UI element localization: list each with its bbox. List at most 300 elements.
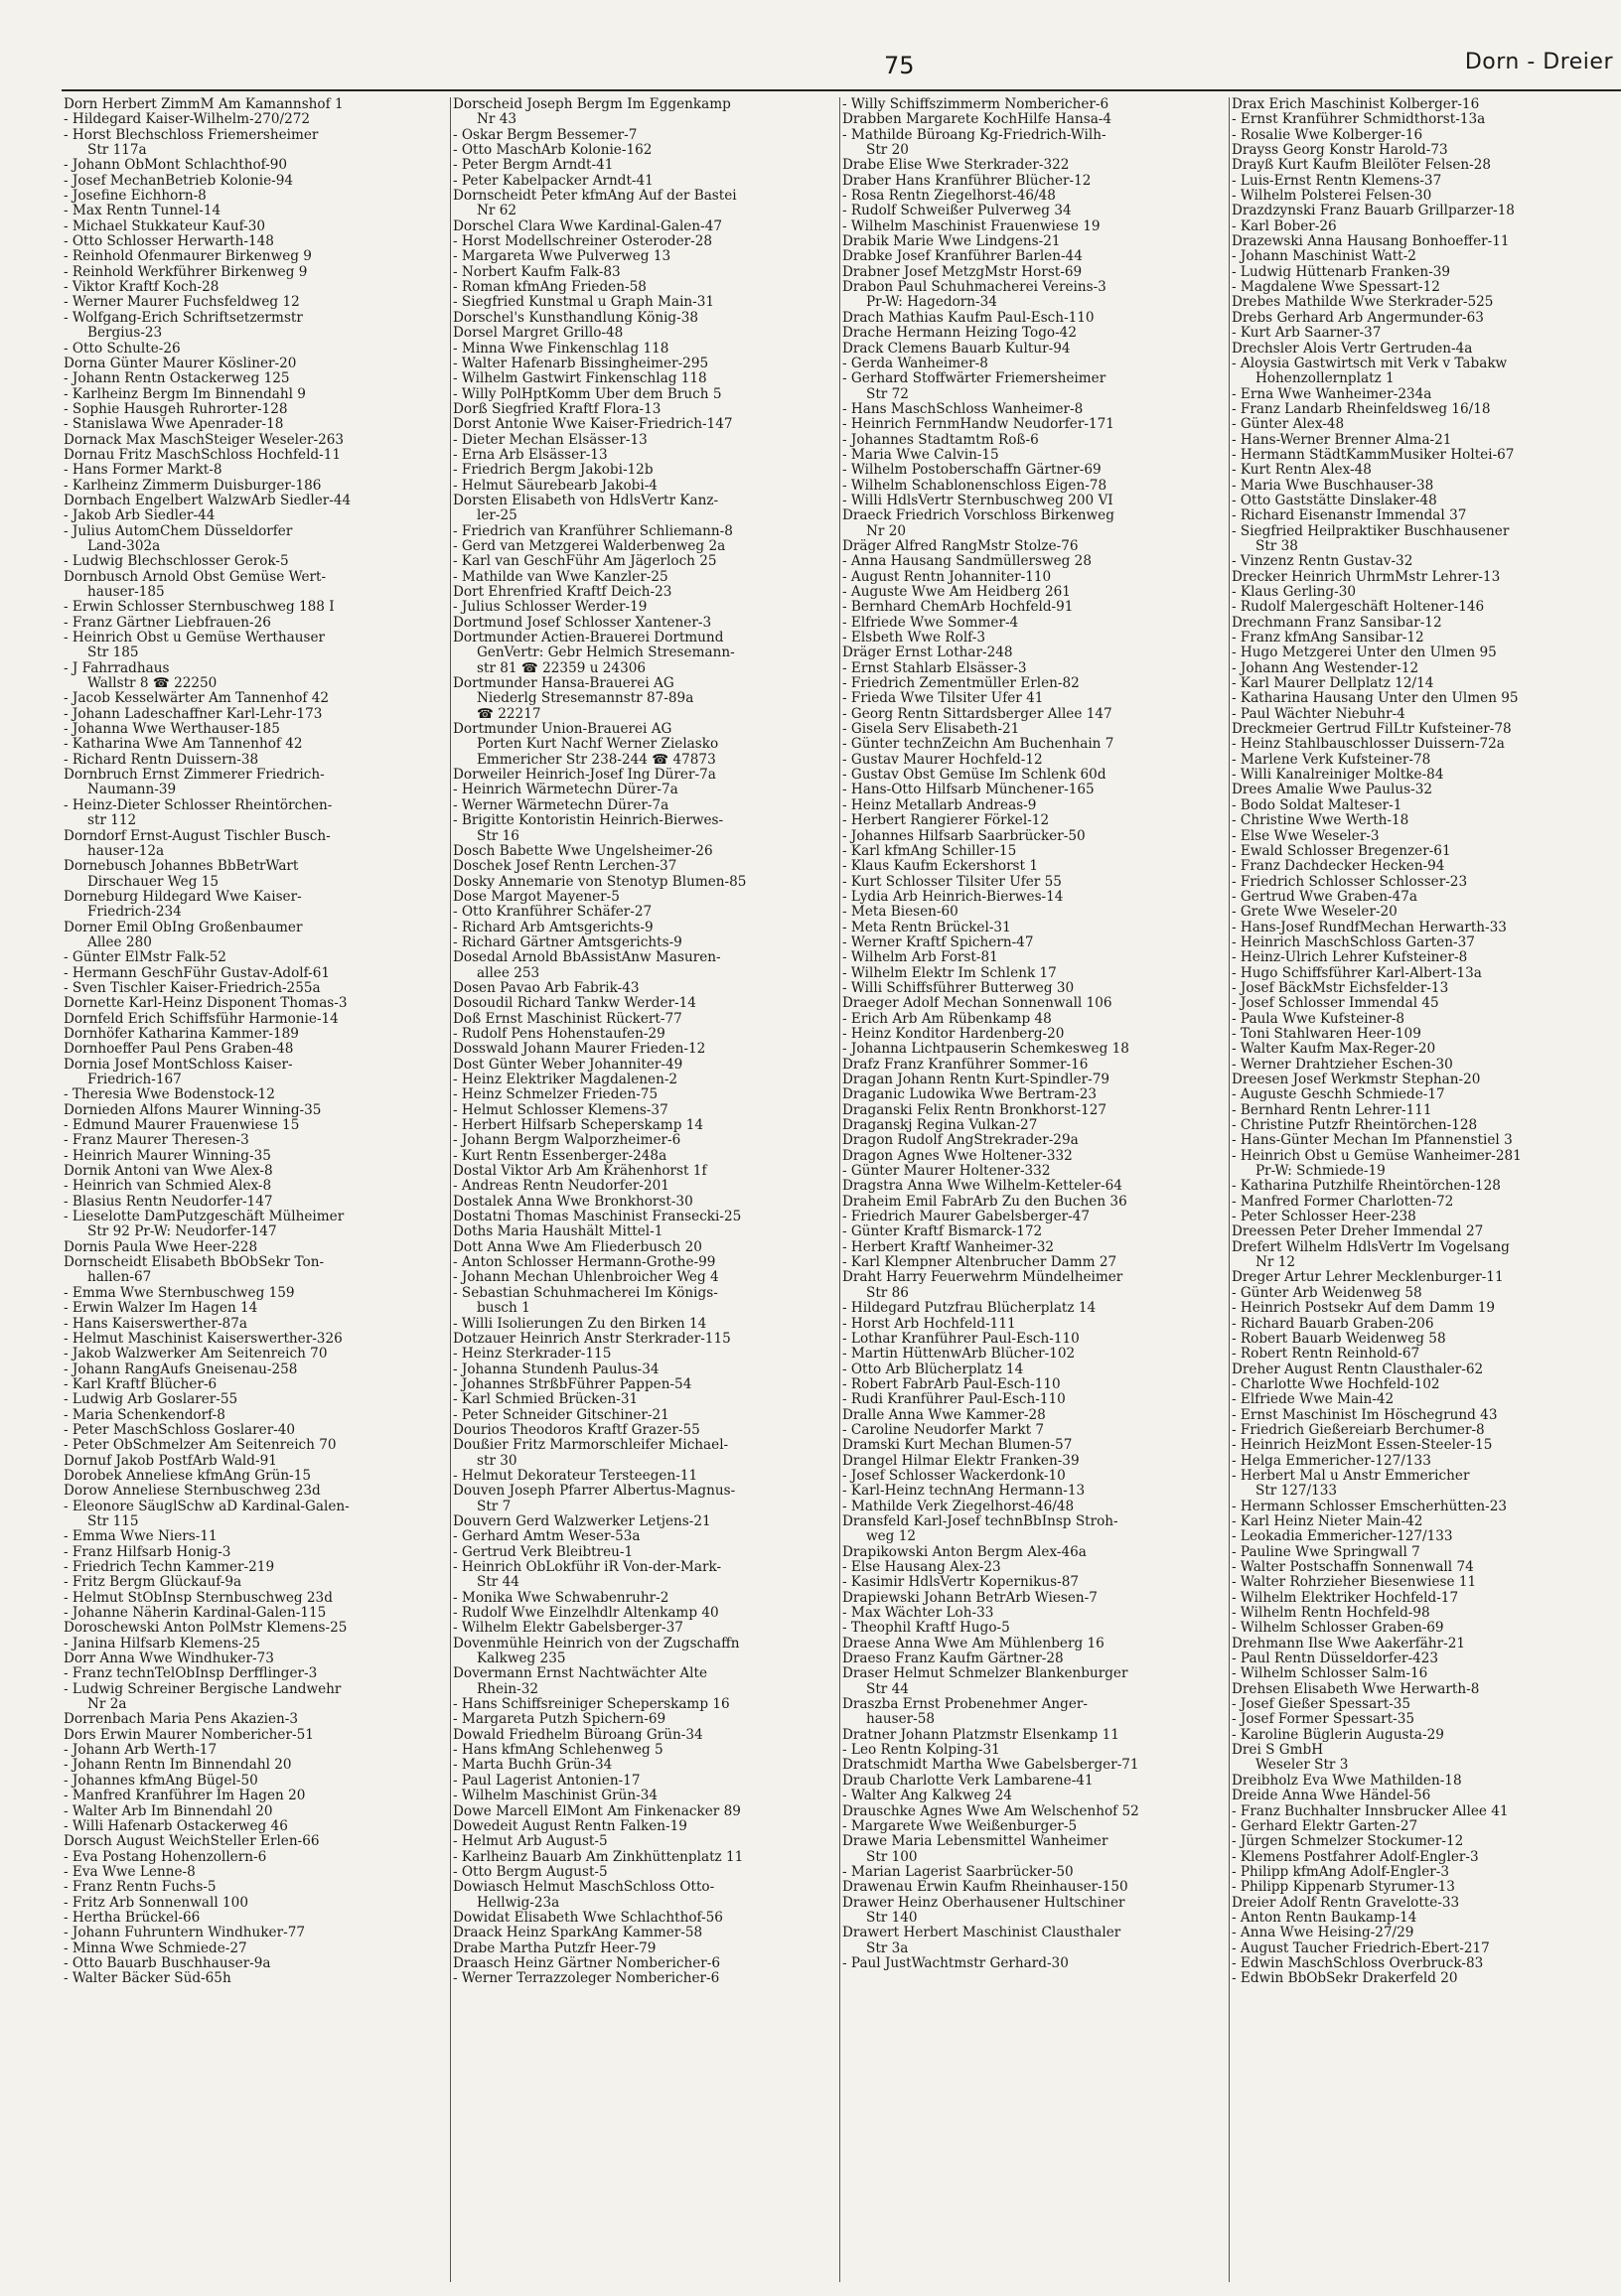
- entry-continuation: Str 117a: [87, 143, 147, 159]
- directory-entry: Dreibholz Eva Wwe Mathilden-18: [1232, 1773, 1462, 1789]
- entry-continuation: Weseler Str 3: [1255, 1758, 1349, 1774]
- sub-entry: - Hugo Schiffsführer Karl-Albert-13a: [1232, 965, 1482, 981]
- directory-entry: Douvern Gerd Walzwerker Letjens-21: [453, 1513, 711, 1529]
- sub-entry: - Wilhelm Schlosser Salm-16: [1232, 1666, 1428, 1682]
- sub-entry: - Otto MaschArb Kolonie-162: [453, 143, 653, 159]
- sub-entry: - Günter Kraftf Bismarck-172: [842, 1224, 1043, 1240]
- directory-entry: Drabke Josef Kranführer Barlen-44: [842, 249, 1083, 265]
- sub-entry: - Wilhelm Polsterei Felsen-30: [1232, 189, 1432, 205]
- sub-entry: - Manfred Kranführer Im Hagen 20: [64, 1789, 306, 1804]
- sub-entry: - Bernhard Rentn Lehrer-111: [1232, 1102, 1432, 1118]
- sub-entry: - Karlheinz Zimmerm Duisburger-186: [64, 478, 322, 494]
- sub-entry: - Fritz Arb Sonnenwall 100: [64, 1895, 248, 1911]
- directory-entry: Dransfeld Karl-Josef technBbInsp Stroh-: [842, 1513, 1118, 1529]
- sub-entry: - Johann Ang Westender-12: [1232, 660, 1419, 676]
- sub-entry: - Margareta Wwe Pulverweg 13: [453, 249, 671, 265]
- sub-entry: - Karoline Büglerin Augusta-29: [1232, 1727, 1444, 1743]
- directory-entry: Draack Heinz SparkAng Kammer-58: [453, 1926, 703, 1941]
- sub-entry: - Anton Schlosser Hermann-Grothe-99: [453, 1255, 716, 1271]
- sub-entry: - Rosa Rentn Ziegelhorst-46/48: [842, 189, 1056, 205]
- sub-entry: - Gertrud Verk Bleibtreu-1: [453, 1544, 634, 1560]
- sub-entry: - Josef Former Spessart-35: [1232, 1712, 1415, 1728]
- directory-entry: Dortmunder Union-Brauerei AG: [453, 722, 672, 738]
- entry-continuation: Str 185: [87, 646, 139, 661]
- sub-entry: - Klaus Kaufm Eckershorst 1: [842, 859, 1038, 875]
- sub-entry: - Willy PolHptKomm Über dem Bruch 5: [453, 386, 722, 402]
- sub-entry: - Walter Arb Im Binnendahl 20: [64, 1803, 273, 1819]
- sub-entry: - Jürgen Schmelzer Stockumer-12: [1232, 1834, 1464, 1850]
- sub-entry: - Michael Stukkateur Kauf-30: [64, 218, 266, 234]
- entry-continuation: Str 115: [87, 1513, 139, 1529]
- sub-entry: - Walter Hafenarb Bissingheimer-295: [453, 356, 709, 371]
- entry-continuation: Nr 43: [477, 112, 517, 128]
- sub-entry: - Blasius Rentn Neudorfer-147: [64, 1194, 273, 1210]
- sub-entry: - Hertha Brückel-66: [64, 1910, 201, 1926]
- sub-entry: - Friedrich Maurer Gabelsberger-47: [842, 1210, 1091, 1225]
- sub-entry: - Maria Wwe Calvin-15: [842, 447, 999, 463]
- directory-entry: Dratner Johann Platzmstr Elsenkamp 11: [842, 1727, 1119, 1743]
- running-head: Dorn - Dreier: [1464, 50, 1613, 74]
- directory-entry: Dreier Adolf Rentn Gravelotte-33: [1232, 1895, 1460, 1911]
- directory-entry: Drabe Martha Putzfr Heer-79: [453, 1940, 657, 1956]
- sub-entry: - Sebastian Schuhmacherei Im Königs-: [453, 1285, 718, 1301]
- column-1: [62, 97, 451, 2282]
- sub-entry: - Josef Gießer Spessart-35: [1232, 1697, 1411, 1713]
- sub-entry: - Reinhold Ofenmaurer Birkenweg 9: [64, 249, 312, 265]
- directory-entry: Dowiasch Helmut MaschSchloss Otto-: [453, 1880, 715, 1896]
- sub-entry: - Maria Wwe Buschhauser-38: [1232, 478, 1434, 494]
- sub-entry: - Erwin Schlosser Sternbuschweg 188 I: [64, 600, 335, 616]
- sub-entry: - Herbert Kraftf Wanheimer-32: [842, 1239, 1055, 1255]
- sub-entry: - Hans MaschSchloss Wanheimer-8: [842, 401, 1084, 417]
- entry-continuation: Str 44: [866, 1681, 909, 1697]
- sub-entry: - Johann Maschinist Watt-2: [1232, 249, 1416, 265]
- sub-entry: - Horst Blechschloss Friemersheimer: [64, 127, 319, 143]
- sub-entry: - Otto Bauarb Buschhauser-9a: [64, 1955, 271, 1971]
- sub-entry: - Bernhard ChemArb Hochfeld-91: [842, 600, 1074, 616]
- sub-entry: - Wilhelm Elektr Gabelsberger-37: [453, 1621, 683, 1637]
- sub-entry: - Erna Wwe Wanheimer-234a: [1232, 386, 1432, 402]
- sub-entry: - Wilhelm Schlosser Graben-69: [1232, 1621, 1444, 1637]
- directory-entry: Drechsler Alois Vertr Gertruden-4a: [1232, 341, 1473, 357]
- sub-entry: - Peter Schlosser Heer-238: [1232, 1210, 1416, 1225]
- sub-entry: - Günter Arb Weidenweg 58: [1232, 1285, 1422, 1301]
- sub-entry: - Anna Wwe Heising-27/29: [1232, 1926, 1414, 1941]
- entry-continuation: Str 140: [866, 1910, 918, 1926]
- sub-entry: - Philipp kfmAng Adolf-Engler-3: [1232, 1864, 1450, 1880]
- directory-entry: Dosky Annemarie von Stenotyp Blumen-85: [453, 874, 747, 890]
- directory-entry: Doroschewski Anton PolMstr Klemens-25: [64, 1621, 348, 1637]
- sub-entry: - Margareta Putzh Spichern-69: [453, 1712, 666, 1728]
- sub-entry: - Sophie Hausgeh Ruhrorter-128: [64, 401, 288, 417]
- sub-entry: - Horst Modellschreiner Osteroder-28: [453, 234, 713, 250]
- sub-entry: - Wilhelm Maschinist Grün-34: [453, 1789, 659, 1804]
- entry-continuation: Porten Kurt Nachf Werner Zielasko: [477, 737, 719, 753]
- sub-entry: - Helmut Arb August-5: [453, 1834, 608, 1850]
- entry-continuation: str 30: [477, 1453, 517, 1469]
- directory-entry: Dourios Theodoros Kraftf Grazer-55: [453, 1422, 700, 1438]
- sub-entry: - Gerd van Metzgerei Walderbenweg 2a: [453, 538, 726, 554]
- sub-entry: - Herbert Hilfsarb Scheperskamp 14: [453, 1118, 704, 1134]
- sub-entry: - Willi Isolierungen Zu den Birken 14: [453, 1316, 707, 1332]
- sub-entry: - Karl-Heinz technAng Hermann-13: [842, 1484, 1086, 1500]
- sub-entry: - Erich Arb Am Rübenkamp 48: [842, 1011, 1052, 1027]
- directory-entry: Drabner Josef MetzgMstr Horst-69: [842, 264, 1083, 280]
- sub-entry: - Kasimir HdlsVertr Kopernikus-87: [842, 1575, 1080, 1591]
- sub-entry: - Mathilde Büroang Kg-Friedrich-Wilh-: [842, 127, 1106, 143]
- page-number: 75: [884, 52, 915, 79]
- sub-entry: - Helmut Maschinist Kaiserswerther-326: [64, 1331, 343, 1347]
- directory-entry: Dowidat Elisabeth Wwe Schlachthof-56: [453, 1910, 723, 1926]
- sub-entry: - Edwin MaschSchloss Overbruck-83: [1232, 1955, 1484, 1971]
- sub-entry: - Heinz Elektriker Magdalenen-2: [453, 1073, 678, 1087]
- sub-entry: - Johannes Stadtamtm Roß-6: [842, 432, 1039, 448]
- entry-continuation: str 112: [87, 813, 137, 829]
- entry-continuation: Kalkweg 235: [477, 1651, 566, 1667]
- sub-entry: - Heinz-Ulrich Lehrer Kufsteiner-8: [1232, 950, 1468, 966]
- entry-continuation: Str 3a: [866, 1940, 909, 1956]
- entry-continuation: Wallstr 8 ☎ 22250: [87, 676, 218, 692]
- sub-entry: - Helmut StObInsp Sternbuschweg 23d: [64, 1590, 333, 1606]
- sub-entry: - Karlheinz Bergm Im Binnendahl 9: [64, 386, 306, 402]
- directory-entry: Dreher August Rentn Clausthaler-62: [1232, 1362, 1484, 1377]
- directory-entry: Drabon Paul Schuhmacherei Vereins-3: [842, 280, 1106, 296]
- sub-entry: - Ludwig Arb Goslarer-55: [64, 1392, 238, 1408]
- sub-entry: - Klemens Postfahrer Adolf-Engler-3: [1232, 1849, 1479, 1865]
- sub-entry: - Heinrich HeizMont Essen-Steeler-15: [1232, 1438, 1493, 1454]
- column-2: [451, 97, 840, 2282]
- directory-entry: Draese Anna Wwe Am Mühlenberg 16: [842, 1636, 1105, 1651]
- directory-entry: Dostalek Anna Wwe Bronkhorst-30: [453, 1194, 693, 1210]
- directory-entry: Dreessen Peter Dreher Immendal 27: [1232, 1224, 1484, 1240]
- directory-entry: Dreesen Josef Werkmstr Stephan-20: [1232, 1073, 1481, 1087]
- sub-entry: - Elfriede Wwe Sommer-4: [842, 615, 1019, 631]
- sub-entry: - Minna Wwe Finkenschlag 118: [453, 341, 669, 357]
- sub-entry: - Minna Wwe Schmiede-27: [64, 1940, 247, 1956]
- sub-entry: - Charlotte Wwe Hochfeld-102: [1232, 1376, 1440, 1392]
- sub-entry: - Jakob Arb Siedler-44: [64, 508, 216, 524]
- entry-continuation: str 81 ☎ 22359 u 24306: [477, 660, 647, 676]
- sub-entry: - Eva Wwe Lenne-8: [64, 1864, 196, 1880]
- directory-entry: Dornik Antoni van Wwe Alex-8: [64, 1164, 273, 1180]
- sub-entry: - Richard Arb Amtsgerichts-9: [453, 920, 654, 935]
- directory-entry: Dost Günter Weber Johanniter-49: [453, 1057, 683, 1073]
- directory-entry: Dorscheid Joseph Bergm Im Eggenkamp: [453, 97, 731, 112]
- directory-entry: Drache Hermann Heizing Togo-42: [842, 326, 1077, 342]
- sub-entry: - Marta Buchh Grün-34: [453, 1758, 613, 1774]
- directory-entry: Drawenau Erwin Kaufm Rheinhauser-150: [842, 1880, 1128, 1896]
- directory-entry: Draber Hans Kranführer Blücher-12: [842, 173, 1092, 189]
- entry-continuation: Hohenzollernplatz 1: [1255, 371, 1395, 387]
- directory-entry: Dralle Anna Wwe Kammer-28: [842, 1407, 1046, 1423]
- sub-entry: - Franz Gärtner Liebfrauen-26: [64, 615, 271, 631]
- directory-entry: Dornia Josef MontSchloss Kaiser-: [64, 1057, 293, 1073]
- sub-entry: - Frieda Wwe Tilsiter Ufer 41: [842, 691, 1044, 707]
- sub-entry: - Hans-Josef RundfMechan Herwarth-33: [1232, 920, 1507, 935]
- sub-entry: - Marlene Verk Kufsteiner-78: [1232, 752, 1431, 768]
- directory-entry: Drangel Hilmar Elektr Franken-39: [842, 1453, 1080, 1469]
- sub-entry: - Johann Arb Werth-17: [64, 1743, 218, 1759]
- sub-entry: - Franz technTelObInsp Derfflinger-3: [64, 1666, 318, 1682]
- sub-entry: - Richard Eisenanstr Immendal 37: [1232, 508, 1467, 524]
- sub-entry: - Otto Arb Blücherplatz 14: [842, 1362, 1024, 1377]
- sub-entry: - Leokadia Emmericher-127/133: [1232, 1529, 1453, 1545]
- directory-entry: Drawer Heinz Oberhausener Hultschiner: [842, 1895, 1125, 1911]
- sub-entry: - Hans-Günter Mechan Im Pfannenstiel 3: [1232, 1133, 1513, 1149]
- sub-entry: - Vinzenz Rentn Gustav-32: [1232, 554, 1413, 570]
- sub-entry: - Johann Ladeschaffner Karl-Lehr-173: [64, 706, 323, 722]
- directory-entry: Dornack Max MaschSteiger Weseler-263: [64, 432, 345, 448]
- sub-entry: - Heinrich Obst u Gemüse Wanheimer-281: [1232, 1148, 1522, 1164]
- sub-entry: - Oskar Bergm Bessemer-7: [453, 127, 638, 143]
- sub-entry: - Johann Bergm Walporzheimer-6: [453, 1133, 681, 1149]
- sub-entry: - Heinz Stahlbauschlosser Duissern-72a: [1232, 737, 1505, 753]
- sub-entry: - Josef MechanBetrieb Kolonie-94: [64, 173, 294, 189]
- directory-entry: Drebs Gerhard Arb Angermunder-63: [1232, 310, 1484, 326]
- sub-entry: - Meta Biesen-60: [842, 905, 958, 921]
- sub-entry: - Herbert Rangierer Förkel-12: [842, 813, 1050, 829]
- sub-entry: - Franz Rentn Fuchs-5: [64, 1880, 217, 1896]
- sub-entry: - Herbert Mal u Anstr Emmericher: [1232, 1468, 1470, 1484]
- directory-entry: Drehsen Elisabeth Wwe Herwarth-8: [1232, 1681, 1480, 1697]
- directory-entry: Drefert Wilhelm HdlsVertr Im Vogelsang: [1232, 1239, 1510, 1255]
- sub-entry: - Heinrich FernmHandw Neudorfer-171: [842, 417, 1114, 433]
- directory-entry: Dornscheidt Peter kfmAng Auf der Bastei: [453, 189, 737, 205]
- entry-continuation: Nr 12: [1255, 1255, 1296, 1271]
- entry-continuation: Str 127/133: [1255, 1484, 1338, 1500]
- sub-entry: - Wilhelm Maschinist Frauenwiese 19: [842, 218, 1101, 234]
- sub-entry: - Ernst Maschinist Im Höschegrund 43: [1232, 1407, 1498, 1423]
- directory-entry: Dors Erwin Maurer Nombericher-51: [64, 1727, 314, 1743]
- sub-entry: - Brigitte Kontoristin Heinrich-Bierwes-: [453, 813, 724, 829]
- directory-entry: Draeger Adolf Mechan Sonnenwall 106: [842, 996, 1112, 1012]
- sub-entry: - Werner Drahtzieher Eschen-30: [1232, 1057, 1453, 1073]
- directory-entry: Dornette Karl-Heinz Disponent Thomas-3: [64, 996, 348, 1012]
- sub-entry: - Siegfried Heilpraktiker Buschhausener: [1232, 523, 1510, 539]
- entry-continuation: Friedrich-234: [87, 905, 182, 921]
- sub-entry: - Karl kfmAng Schiller-15: [842, 843, 1017, 859]
- sub-entry: - Else Wwe Weseler-3: [1232, 828, 1380, 844]
- sub-entry: - Wilhelm Schablonenschloss Eigen-78: [842, 478, 1107, 494]
- entry-continuation: Str 20: [866, 143, 909, 159]
- directory-entry: Drach Mathias Kaufm Paul-Esch-110: [842, 310, 1095, 326]
- directory-entry: Dotzauer Heinrich Anstr Sterkrader-115: [453, 1331, 731, 1347]
- directory-entry: Drebes Mathilde Wwe Sterkrader-525: [1232, 295, 1494, 311]
- sub-entry: - Christine Wwe Werth-18: [1232, 813, 1409, 829]
- sub-entry: - Max Rentn Tunnel-14: [64, 204, 221, 219]
- directory-entry: Drazewski Anna Hausang Bonhoeffer-11: [1232, 234, 1510, 250]
- sub-entry: - Johann Rentn Ostackerweg 125: [64, 371, 290, 387]
- sub-entry: - Helmut Schlosser Klemens-37: [453, 1102, 668, 1118]
- directory-entry: Drax Erich Maschinist Kolberger-16: [1232, 97, 1480, 112]
- sub-entry: - Karl Bober-26: [1232, 218, 1337, 234]
- sub-entry: - Magdalene Wwe Spessart-12: [1232, 280, 1440, 296]
- sub-entry: - Emma Wwe Sternbuschweg 159: [64, 1285, 295, 1301]
- directory-entry: Drehmann Ilse Wwe Aakerfähr-21: [1232, 1636, 1466, 1651]
- sub-entry: - Julius AutomChem Düsseldorfer: [64, 523, 293, 539]
- sub-entry: - Johannes kfmAng Bügel-50: [64, 1773, 258, 1789]
- entry-continuation: allee 253: [477, 965, 540, 981]
- sub-entry: - Janina Hilfsarb Klemens-25: [64, 1636, 261, 1651]
- directory-entry: Draganski Felix Rentn Bronkhorst-127: [842, 1102, 1107, 1118]
- sub-entry: - Ewald Schlosser Bregenzer-61: [1232, 843, 1451, 859]
- sub-entry: - Lothar Kranführer Paul-Esch-110: [842, 1331, 1080, 1347]
- directory-entry: Draganic Ludowika Wwe Bertram-23: [842, 1087, 1098, 1103]
- sub-entry: - Gerhard Amtm Weser-53a: [453, 1529, 641, 1545]
- directory-entry: Dragon Agnes Wwe Holtener-332: [842, 1148, 1073, 1164]
- sub-entry: - Katharina Putzhilfe Rheintörchen-128: [1232, 1179, 1501, 1195]
- directory-entry: Dosen Pavao Arb Fabrik-43: [453, 980, 640, 996]
- column-4: [1230, 97, 1619, 2282]
- directory-entry: Dorow Anneliese Sternbuschweg 23d: [64, 1484, 321, 1500]
- directory-entry: Drecker Heinrich UhrmMstr Lehrer-13: [1232, 569, 1501, 585]
- directory-entry: Drabe Elise Wwe Sterkrader-322: [842, 158, 1070, 174]
- sub-entry: - Otto Schlosser Herwarth-148: [64, 234, 274, 250]
- entry-continuation: busch 1: [477, 1301, 530, 1317]
- sub-entry: - Karl Heinz Nieter Main-42: [1232, 1513, 1423, 1529]
- sub-entry: - Friedrich Zementmüller Erlen-82: [842, 676, 1080, 692]
- entry-continuation: Str 72: [866, 386, 909, 402]
- directory-entry: Dortmunder Actien-Brauerei Dortmund: [453, 631, 724, 646]
- sub-entry: - Rosalie Wwe Kolberger-16: [1232, 127, 1423, 143]
- sub-entry: - Peter Bergm Arndt-41: [453, 158, 614, 174]
- directory-entry: Dovenmühle Heinrich von der Zugschaffn: [453, 1636, 740, 1651]
- sub-entry: - Heinrich Obst u Gemüse Werthauser: [64, 631, 326, 646]
- sub-entry: - Richard Bauarb Graben-206: [1232, 1316, 1434, 1332]
- sub-entry: - Friedrich Schlosser Schlosser-23: [1232, 874, 1468, 890]
- entry-continuation: Pr-W: Schmiede-19: [1255, 1164, 1386, 1180]
- directory-entry: Drapiewski Johann BetrArb Wiesen-7: [842, 1590, 1098, 1606]
- entry-continuation: Land-302a: [87, 538, 161, 554]
- sub-entry: - Klaus Gerling-30: [1232, 585, 1357, 600]
- directory-entry: Dornuf Jakob PostfArb Wald-91: [64, 1453, 277, 1469]
- directory-entry: Doußier Fritz Marmorschleifer Michael-: [453, 1438, 729, 1454]
- sub-entry: - Otto Kranführer Schäfer-27: [453, 905, 653, 921]
- sub-entry: - Günter Maurer Holtener-332: [842, 1164, 1051, 1180]
- sub-entry: - August Taucher Friedrich-Ebert-217: [1232, 1940, 1490, 1956]
- directory-entry: Drawe Maria Lebensmittel Wanheimer: [842, 1834, 1108, 1850]
- entry-continuation: hauser-185: [87, 585, 165, 600]
- directory-entry: Drayß Kurt Kaufm Bleilöter Felsen-28: [1232, 158, 1492, 174]
- sub-entry: - Manfred Former Charlotten-72: [1232, 1194, 1454, 1210]
- sub-entry: - Karl van GeschFühr Am Jägerloch 25: [453, 554, 717, 570]
- sub-entry: - Toni Stahlwaren Heer-109: [1232, 1026, 1421, 1042]
- sub-entry: - Josef BäckMstr Eichsfelder-13: [1232, 980, 1449, 996]
- sub-entry: - Günter technZeichn Am Buchenhain 7: [842, 737, 1114, 753]
- sub-entry: - Peter Schneider Gitschiner-21: [453, 1407, 669, 1423]
- sub-entry: - Hans Former Markt-8: [64, 463, 222, 479]
- directory-entry: Dorr Anna Wwe Windhuker-73: [64, 1651, 274, 1667]
- entry-continuation: Emmericher Str 238-244 ☎ 47873: [477, 752, 716, 768]
- sub-entry: - Karl Schmied Brücken-31: [453, 1392, 639, 1408]
- directory-entry: Dräger Alfred RangMstr Stolze-76: [842, 538, 1079, 554]
- sub-entry: - Meta Rentn Brückel-31: [842, 920, 1011, 935]
- entry-continuation: Hellwig-23a: [477, 1895, 560, 1911]
- sub-entry: - Werner Terrazzoleger Nombericher-6: [453, 1971, 720, 1987]
- sub-entry: - August Rentn Johanniter-110: [842, 569, 1052, 585]
- sub-entry: - Otto Schulte-26: [64, 341, 181, 357]
- directory-entry: Dragstra Anna Wwe Wilhelm-Ketteler-64: [842, 1179, 1122, 1195]
- sub-entry: - Peter MaschSchloss Goslarer-40: [64, 1422, 296, 1438]
- sub-entry: - Werner Kraftf Spichern-47: [842, 934, 1034, 950]
- sub-entry: - Peter Kabelpacker Arndt-41: [453, 173, 654, 189]
- sub-entry: - Willi Schiffsführer Butterweg 30: [842, 980, 1075, 996]
- directory-entry: Dosch Babette Wwe Ungelsheimer-26: [453, 843, 713, 859]
- sub-entry: - Friedrich Bergm Jakobi-12b: [453, 463, 654, 479]
- entry-continuation: Str 44: [477, 1575, 519, 1591]
- directory-entry: Drayss Georg Konstr Harold-73: [1232, 143, 1448, 159]
- directory-entry: Dreide Anna Wwe Händel-56: [1232, 1789, 1431, 1804]
- sub-entry: - Katharina Wwe Am Tannenhof 42: [64, 737, 303, 753]
- directory-entry: Dornis Paula Wwe Heer-228: [64, 1239, 258, 1255]
- sub-entry: - Erna Arb Elsässer-13: [453, 447, 608, 463]
- directory-entry: Dovermann Ernst Nachtwächter Alte: [453, 1666, 708, 1682]
- directory-entry: Doschek Josef Rentn Lerchen-37: [453, 859, 677, 875]
- sub-entry: - Johann Rentn Im Binnendahl 20: [64, 1758, 292, 1774]
- directory-entry: Dowald Friedhelm Büroang Grün-34: [453, 1727, 703, 1743]
- sub-entry: - Paula Wwe Kufsteiner-8: [1232, 1011, 1405, 1027]
- entry-continuation: Nr 2a: [87, 1697, 127, 1713]
- directory-entry: Dorschel Clara Wwe Kardinal-Galen-47: [453, 218, 722, 234]
- sub-entry: - Johanna Stundenh Paulus-34: [453, 1362, 660, 1377]
- sub-entry: - Gerhard Elektr Garten-27: [1232, 1818, 1418, 1834]
- directory-entry: Dosedal Arnold BbAssistAnw Masuren-: [453, 950, 721, 966]
- directory-entry: Draszba Ernst Probenehmer Anger-: [842, 1697, 1088, 1713]
- sub-entry: - Wilhelm Rentn Hochfeld-98: [1232, 1606, 1430, 1622]
- sub-entry: - Heinz Schmelzer Frieden-75: [453, 1087, 659, 1103]
- directory-entry: Dorna Günter Maurer Kösliner-20: [64, 356, 297, 371]
- directory-entry: Draub Charlotte Verk Lambarene-41: [842, 1773, 1094, 1789]
- directory-entry: Drabben Margarete KochHilfe Hansa-4: [842, 112, 1112, 128]
- directory-entry: Drafz Franz Kranführer Sommer-16: [842, 1057, 1089, 1073]
- sub-entry: - Friedrich Techn Kammer-219: [64, 1560, 275, 1575]
- sub-entry: - Hans kfmAng Schlehenweg 5: [453, 1743, 663, 1759]
- sub-entry: - Edmund Maurer Frauenwiese 15: [64, 1118, 300, 1134]
- directory-entry: Dott Anna Wwe Am Fliederbusch 20: [453, 1239, 702, 1255]
- entry-continuation: weg 12: [866, 1529, 917, 1545]
- sub-entry: - Ludwig Blechschlosser Gerok-5: [64, 554, 289, 570]
- entry-continuation: ☎ 22217: [477, 706, 541, 722]
- sub-entry: - Anna Hausang Sandmüllersweg 28: [842, 554, 1092, 570]
- sub-entry: - Lieselotte DamPutzgeschäft Mülheimer: [64, 1210, 345, 1225]
- page-header: [60, 48, 1621, 83]
- directory-entry: Drabik Marie Wwe Lindgens-21: [842, 234, 1061, 250]
- sub-entry: - Reinhold Werkführer Birkenweg 9: [64, 264, 308, 280]
- sub-entry: - Robert FabrArb Paul-Esch-110: [842, 1376, 1061, 1392]
- directory-entry: Dorß Siegfried Kraftf Flora-13: [453, 401, 662, 417]
- sub-entry: - Heinz Metallarb Andreas-9: [842, 797, 1037, 813]
- sub-entry: - Karlheinz Bauarb Am Zinkhüttenplatz 11: [453, 1849, 744, 1865]
- sub-entry: - Bodo Soldat Malteser-1: [1232, 797, 1402, 813]
- directory-entry: Dornbruch Ernst Zimmerer Friedrich-: [64, 768, 325, 784]
- sub-entry: - Elfriede Wwe Main-42: [1232, 1392, 1395, 1408]
- sub-entry: - Fritz Bergm Glückauf-9a: [64, 1575, 242, 1591]
- directory-entry: Drechmann Franz Sansibar-12: [1232, 615, 1442, 631]
- sub-entry: - Johann RangAufs Gneisenau-258: [64, 1362, 298, 1377]
- entry-continuation: GenVertr: Gebr Helmich Stresemann-: [477, 646, 735, 661]
- sub-entry: - Peter ObSchmelzer Am Seitenreich 70: [64, 1438, 337, 1454]
- directory-entry: Dorner Emil ObIng Großenbaumer: [64, 920, 303, 935]
- entry-continuation: Bergius-23: [87, 326, 163, 342]
- sub-entry: - Gisela Serv Elisabeth-21: [842, 722, 1020, 738]
- directory-entry: Dorschel's Kunsthandlung König-38: [453, 310, 699, 326]
- sub-entry: - Werner Wärmetechn Dürer-7a: [453, 797, 669, 813]
- sub-entry: - Friedrich Gießereiarb Berchumer-8: [1232, 1422, 1485, 1438]
- directory-entry: Dornbusch Arnold Obst Gemüse Wert-: [64, 569, 327, 585]
- sub-entry: - Hans-Werner Brenner Alma-21: [1232, 432, 1452, 448]
- entry-continuation: Allee 280: [87, 934, 152, 950]
- sub-entry: - Marian Lagerist Saarbrücker-50: [842, 1864, 1074, 1880]
